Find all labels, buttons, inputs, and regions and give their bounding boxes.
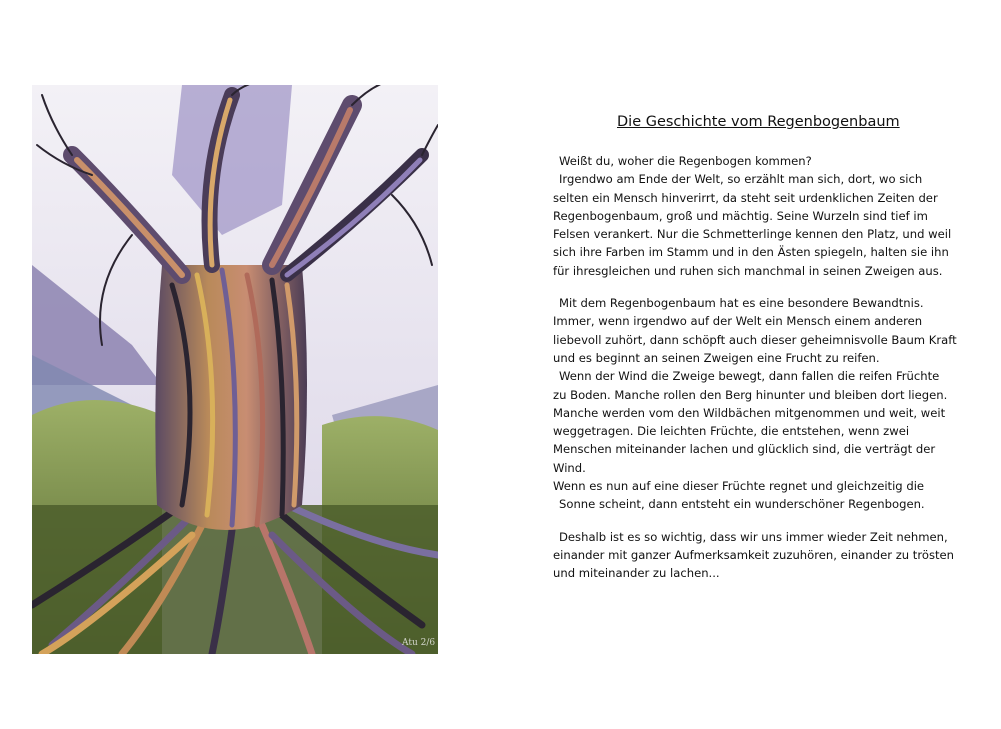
story-line: Irgendwo am Ende der Welt, so erzählt man sich, dort, wo sich: [559, 172, 923, 187]
story-line: selten ein Mensch hinverirrt, da steht seit urdenklichen Zeiten der: [553, 190, 938, 205]
story-line: Mit dem Regenbogenbaum hat es eine besondere Bewandtnis.: [559, 296, 924, 311]
artist-signature: Atu 2/6: [402, 638, 436, 648]
story-line: Sonne scheint, dann entsteht ein wunderschöner Regenbogen.: [559, 497, 925, 512]
story-line: Immer, wenn irgendwo auf der Welt ein Mensch einem anderen: [553, 314, 923, 329]
paragraph-2: [553, 294, 983, 514]
story-line: Deshalb ist es so wichtig, dass wir uns immer wieder Zeit nehmen,: [559, 529, 948, 544]
story-line: Regenbogenbaum, groß und mächtig. Seine Wurzeln sind tief im: [553, 208, 928, 223]
tree-illustration: [32, 85, 438, 654]
paragraph-3: [553, 528, 983, 583]
paragraph-1: [553, 152, 983, 280]
story-line: weggetragen. Die leichten Früchte, die entstehen, wenn zwei: [553, 424, 910, 439]
story-title: Die Geschichte vom Regenbogenbaum: [617, 114, 900, 130]
story-line: einander mit ganzer Aufmerksamkeit zuzuhören, einander zu trösten: [553, 547, 955, 562]
story-line: und es beginnt an seinen Zweigen eine Frucht zu reifen.: [553, 350, 880, 365]
story-line: Weißt du, woher die Regenbogen kommen?: [559, 154, 812, 168]
story-line: sich ihre Farben im Stamm und in den Ästen spiegeln, halten sie ihn: [553, 245, 949, 260]
story-line: liebevoll zuhört, dann schöpft auch dieser geheimnisvolle Baum Kraft: [553, 332, 957, 347]
story-line: Felsen verankert. Nur die Schmetterlinge kennen den Platz, und weil: [553, 227, 952, 242]
tree-painting: [32, 85, 438, 654]
story-line: zu Boden. Manche rollen den Berg hinunter und bleiben dort liegen.: [553, 387, 948, 402]
story-line: Wenn es nun auf eine dieser Früchte regnet und gleichzeitig die: [553, 479, 925, 494]
story-line: Manche werden vom den Wildbächen mitgenommen und weit, weit: [553, 405, 946, 420]
story-line: Menschen miteinander lachen und glücklich sind, die verträgt der: [553, 442, 936, 457]
story-line: Wind.: [553, 460, 586, 475]
story-line: Wenn der Wind die Zweige bewegt, dann fallen die reifen Früchte: [559, 369, 940, 384]
story-line: und miteinander zu lachen...: [553, 566, 720, 581]
story-text: [553, 114, 983, 583]
story-line: für ihresgleichen und ruhen sich manchmal in seinen Zweigen aus.: [553, 263, 943, 278]
